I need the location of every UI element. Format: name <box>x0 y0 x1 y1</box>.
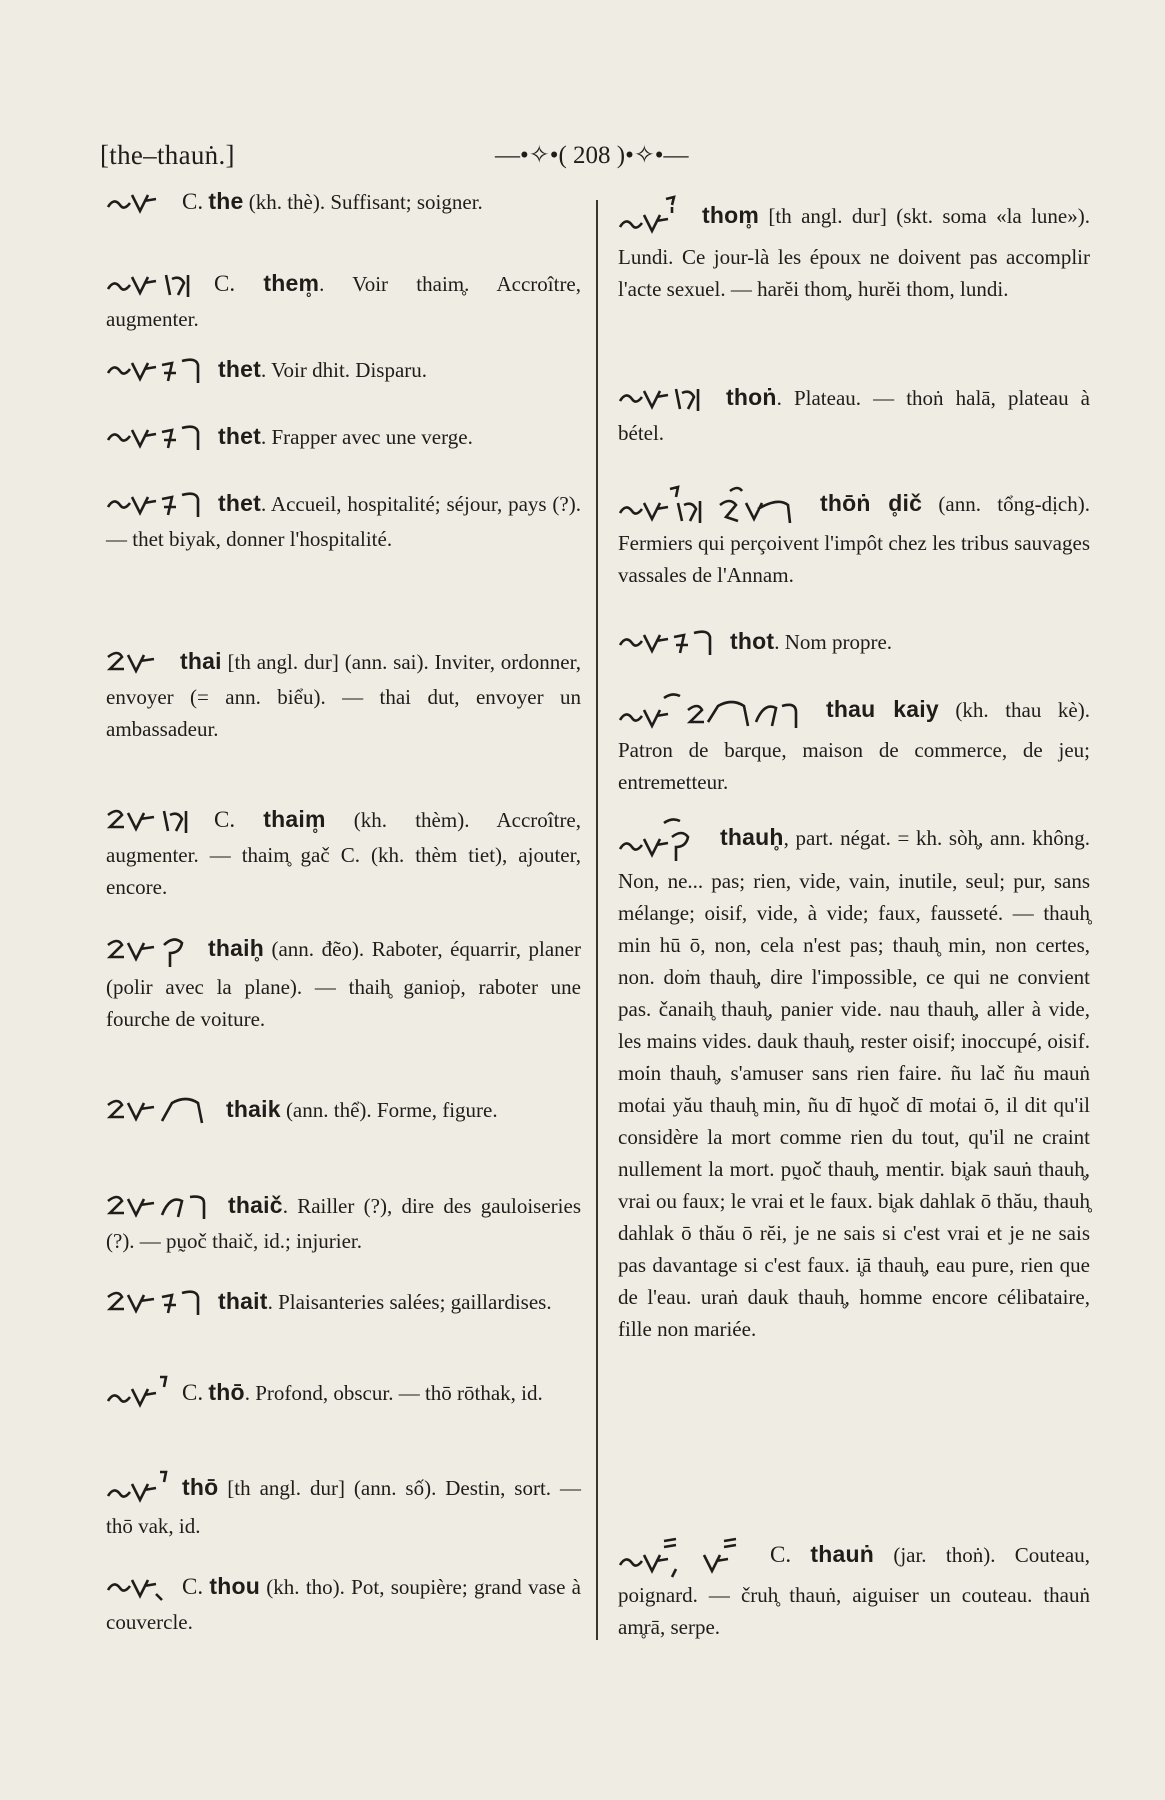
cham-script-glyph-icon <box>106 355 206 389</box>
cham-script-glyph-icon <box>106 1287 206 1321</box>
cham-script-glyph-icon <box>106 269 202 303</box>
cham-script-glyph-icon <box>106 489 206 523</box>
cham-script-glyph-icon <box>618 815 708 865</box>
dictionary-entry: C. thou (kh. tho). Pot, soupière; grand vase à couvercle. <box>106 1573 582 1635</box>
cham-script-glyph-icon <box>618 1535 758 1579</box>
cham-script-glyph-icon <box>106 187 170 221</box>
cham-script-glyph-icon <box>106 647 168 681</box>
cham-script-glyph-icon <box>106 1375 170 1415</box>
dictionary-entry: C. thaim̥ (kh. thèm). Accroître, augmenter. — thaim̥ gač C. (kh. thèm tiet), ajouter, encore. <box>106 806 582 900</box>
dictionary-entry: thom̥ [th angl. dur] (skt. soma «la lune»). Lundi. Ce jour-là les époux ne doivent pas accomplir l'acte sexuel. — harĕi thom̥, hurĕi thom, lundi. <box>618 195 1090 305</box>
dictionary-entry: thoṅ. Plateau. — thoṅ halā, plateau à bétel. <box>618 384 1090 446</box>
dictionary-entry: thau kaiy (kh. thau kè). Patron de barque, maison de commerce, de jeu; entremetteur. <box>618 690 1090 798</box>
dictionary-entry: C. them̥. Voir thaim̥. Accroître, augmenter. <box>106 270 582 332</box>
cham-script-glyph-icon <box>106 422 206 456</box>
cham-script-glyph-icon <box>106 1191 216 1225</box>
cham-script-glyph-icon <box>618 195 690 241</box>
dictionary-entry: C. thō. Profond, obscur. — thō rōthak, id. <box>106 1375 581 1415</box>
running-head: [the–thauṅ.] <box>100 140 235 170</box>
cham-script-glyph-icon <box>106 1095 214 1129</box>
cham-script-glyph-icon <box>106 1470 170 1510</box>
dictionary-entry: thet. Frapper avec une verge. <box>106 420 581 456</box>
cham-script-glyph-icon <box>618 627 718 661</box>
cham-script-glyph-icon <box>106 805 202 839</box>
dictionary-entry: thauh̥, part. négat. = kh. sòh̥, ann. không. Non, ne... pas; rien, vide, vain, inutile, seul; pur, sans mélange; oisif, vide, à vide; faux, fausseté. — thauh̥ min hū ō, non, cela n'est pas; thauh̥ min, non certes, non. do͘m thauh̥, dire l'impossible, ce qui ne convient pas. čanaih̥ thauh̥, panier vide. nau thauh̥, aller à vide, les mains vides. dauk thauh̥, rester oisif; inoccupé, oisif. mo͘in thauh̥, s'amuser sans rien faire. ñu lač ñu mauṅ mo͘tai yău thauh̥ min, ñu dī hṵo͘č dī mo͘tai ō, il dit qu'il considère la mort comme rien du tout, qu'il ne craint nullement la mort. pṵo͘č thauh̥, mentir. bi̥ak sauṅ thauh̥, vrai ou faux; le vrai et le faux. bi̥ak dahlak ō thău, thauh̥ dahlak ō thău ō rĕi, je ne sais si c'est vrai et je ne sais pas davantage si c'est faux. i̥ā thauh̥, eau pure, rien que de l'eau. uraṅ dauk thauh̥, homme encore célibataire, fille non mariée. <box>618 815 1090 1345</box>
dictionary-entry: thet. Voir dhit. Disparu. <box>106 353 581 389</box>
dictionary-entry: C. the (kh. thè). Suffisant; soigner. <box>106 185 581 221</box>
dictionary-entry: thai [th angl. dur] (ann. sai). Inviter, ordonner, envoyer (= ann. biểu). — thai dut, envoyer un ambassadeur. <box>106 648 581 742</box>
dictionary-entry: thaič. Railler (?), dire des gauloiseries (?). — pṵo͘č thaič, id.; injurier. <box>106 1192 581 1254</box>
dictionary-entry: thō [th angl. dur] (ann. số). Destin, sort. — thō vak, id. <box>106 1470 581 1542</box>
dictionary-entry: thōṅ d̥ič (ann. tổng-dịch). Fermiers qui perçoivent l'impôt chez les tribus sauvages vassales de l'Annam. <box>618 485 1090 591</box>
dictionary-entry: thaik (ann. thể). Forme, figure. <box>106 1093 581 1129</box>
dictionary-entry: thet. Accueil, hospitalité; séjour, pays (?). — thet biyak, donner l'hospitalité. <box>106 490 581 552</box>
dictionary-entry: thait. Plaisanteries salées; gaillardises. <box>106 1285 581 1321</box>
cham-script-glyph-icon <box>618 690 814 734</box>
page-header <box>100 140 1090 188</box>
column-divider <box>596 200 598 1640</box>
dictionary-entry: thot. Nom propre. <box>618 625 1090 661</box>
cham-script-glyph-icon <box>618 383 714 417</box>
page-number: —•✧•( 208 )•✧•— <box>495 142 689 169</box>
dictionary-entry: C. thauṅ (jar. thoṅ). Couteau, poignard. — čruh̥ thauṅ, aiguiser un couteau. thauṅ am̥rā, serpe. <box>618 1535 1090 1643</box>
cham-script-glyph-icon <box>618 485 808 527</box>
dictionary-entry: thaih̥ (ann. đẽo). Raboter, équarrir, planer (polir avec la plane). — thaih̥ ganio͘p, raboter une fourche de voiture. <box>106 931 581 1035</box>
cham-script-glyph-icon <box>106 1572 170 1606</box>
cham-script-glyph-icon <box>106 931 196 971</box>
